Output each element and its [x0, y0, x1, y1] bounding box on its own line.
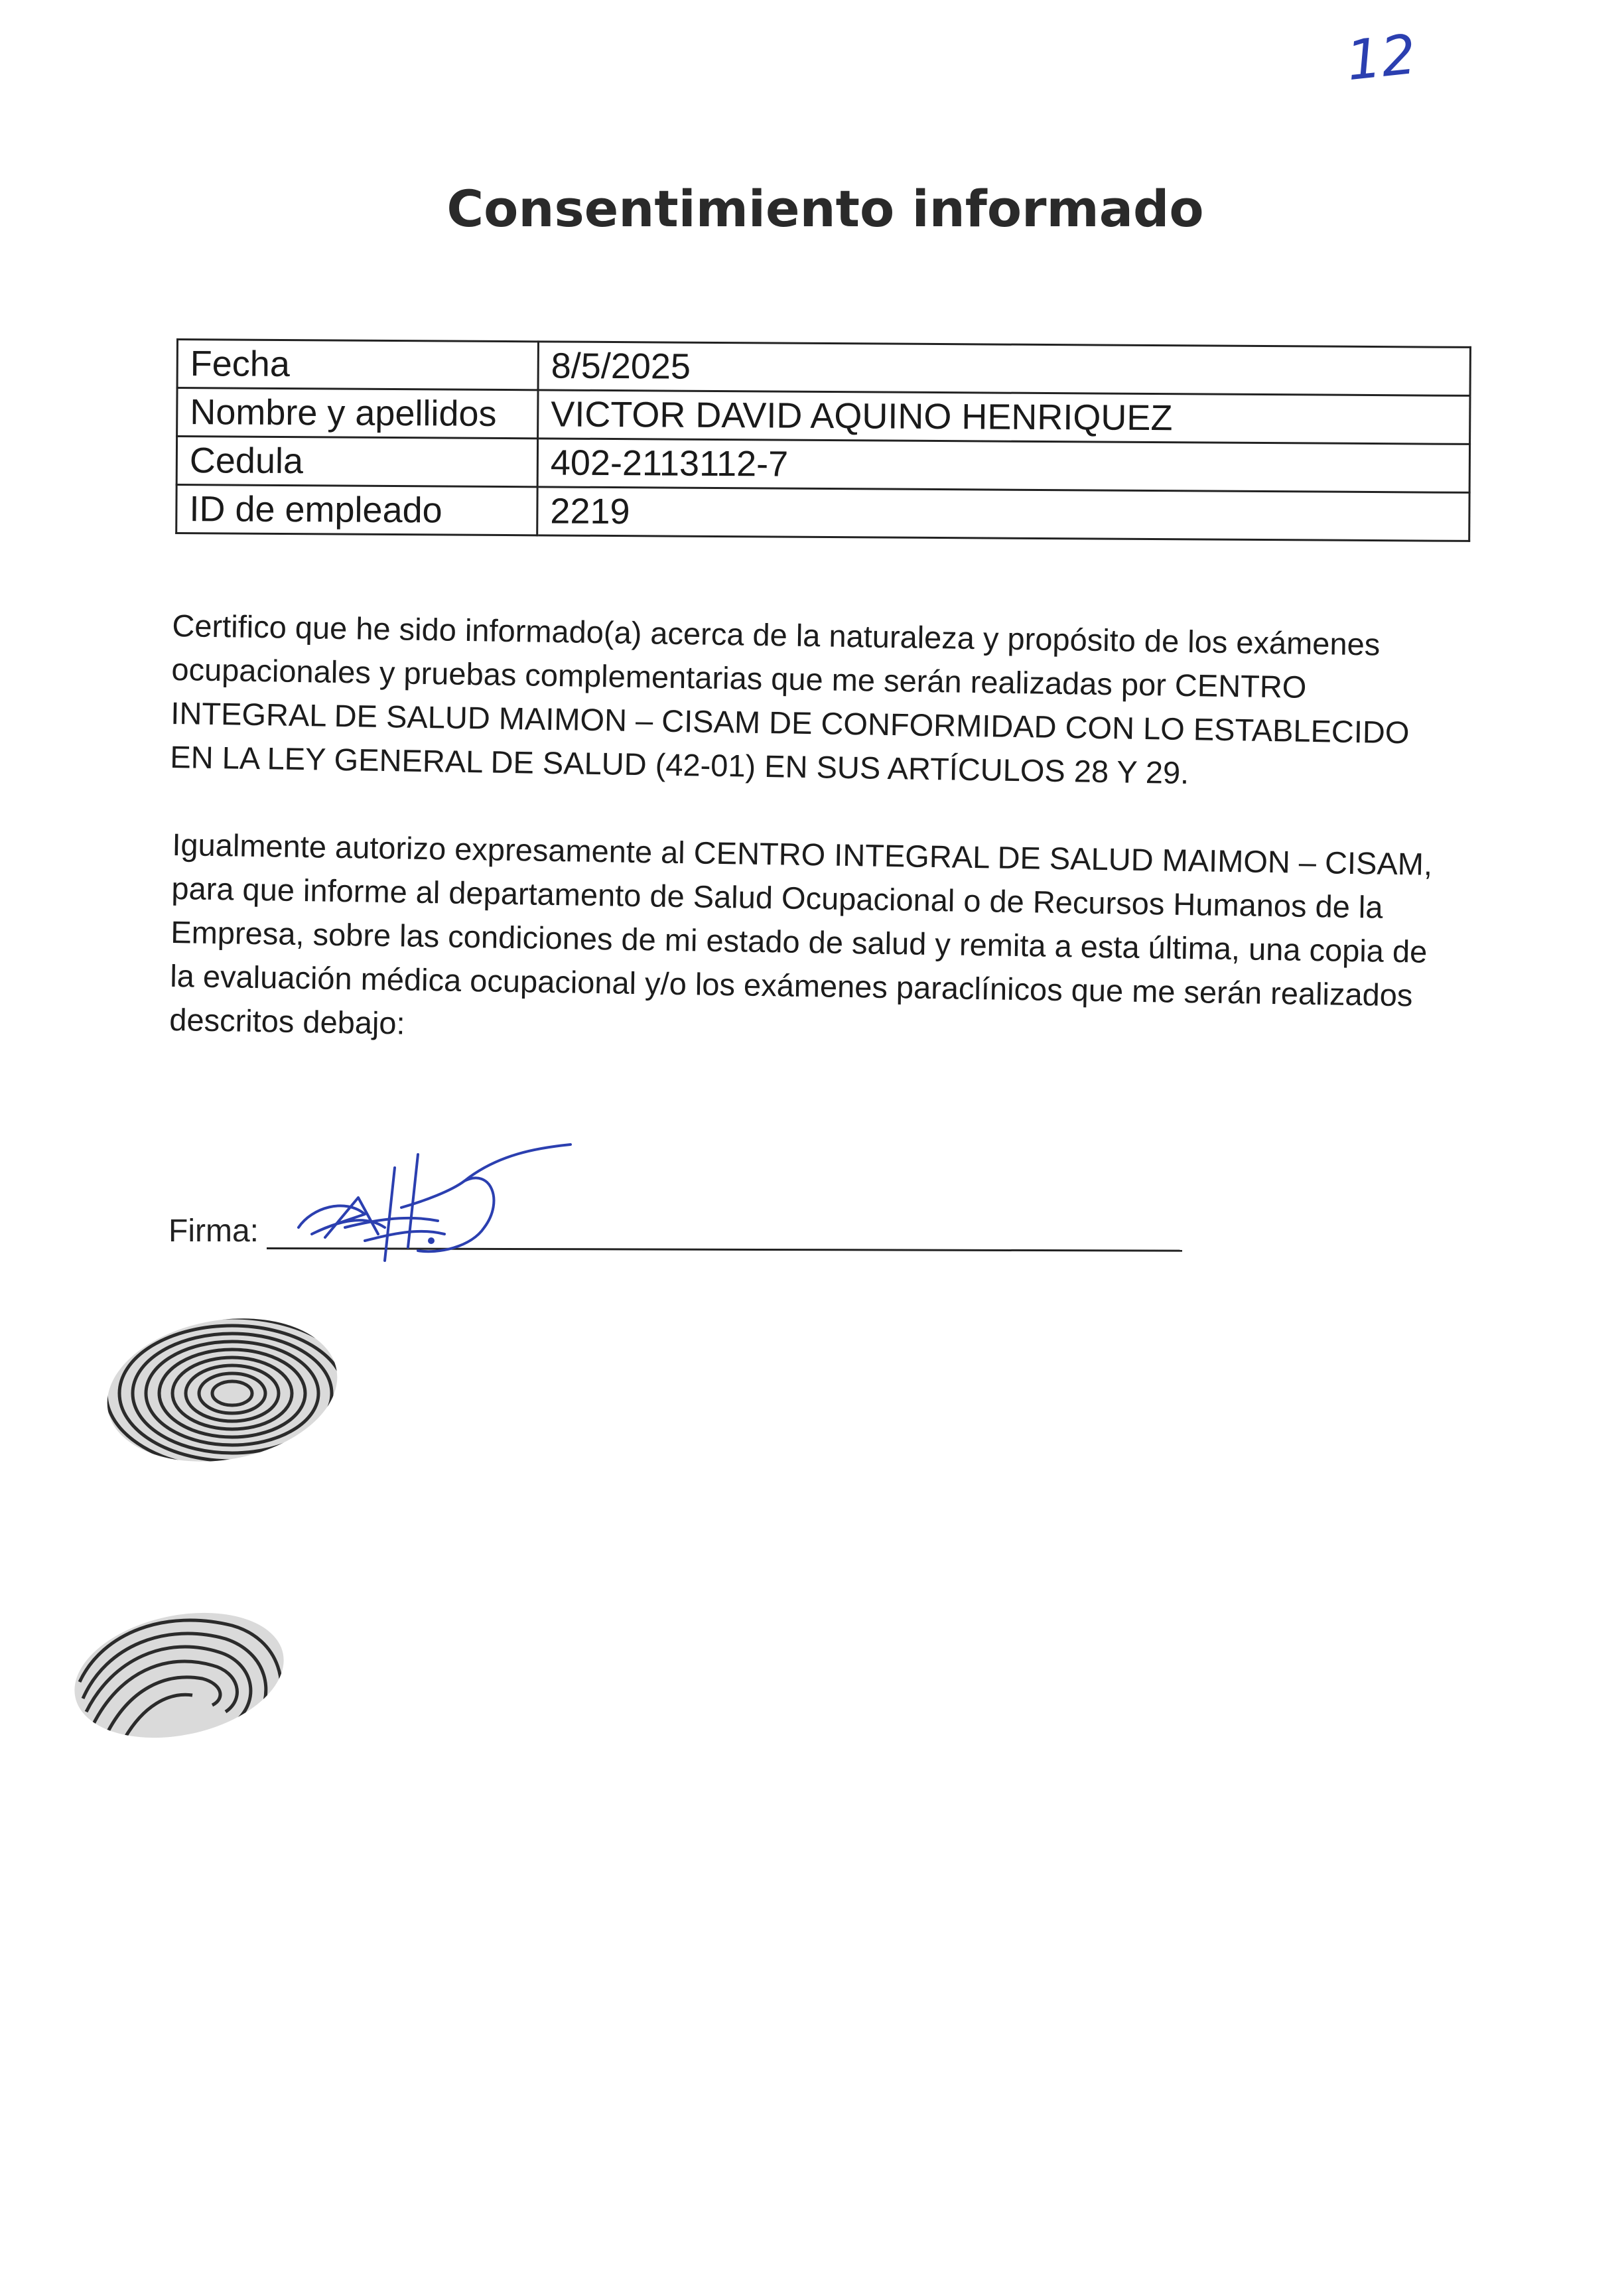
- table-row: [177, 388, 1470, 445]
- fingerprint-1: [100, 1310, 352, 1476]
- table-row: [177, 340, 1470, 396]
- row-label-nombre: Nombre y apellidos: [177, 388, 538, 439]
- page-title: Consentimiento informado: [446, 179, 1204, 238]
- certification-paragraph: Certifico que he sido informado(a) acerca de la naturaleza y propósito de los exámenes ocupacionales y pruebas complementarias que me serán realizadas por CENTRO INTEGRAL DE SALUD MAIMON – CISAM DE CONFORMIDAD CON LO ESTABLECIDO EN LA LEY GENERAL DE SALUD (42-01) EN SUS ARTÍCULOS 28 Y 29.: [169, 607, 1410, 791]
- row-value-nombre: VICTOR DAVID AQUINO HENRIQUEZ: [538, 390, 1470, 445]
- row-value-cedula: 402-2113112-7: [537, 439, 1469, 493]
- fingerprint-2: [66, 1606, 292, 1745]
- signature-label: Firma:: [169, 1214, 259, 1249]
- table-row: [176, 437, 1469, 493]
- row-label-cedula: Cedula: [176, 437, 537, 487]
- info-table: [175, 338, 1471, 542]
- row-label-fecha: Fecha: [177, 340, 538, 390]
- handwritten-signature: [285, 1128, 590, 1274]
- row-label-id-empleado: ID de empleado: [176, 485, 537, 535]
- authorization-paragraph: Igualmente autorizo expresamente al CENTRO INTEGRAL DE SALUD MAIMON – CISAM, para que informe al departamento de Salud Ocupacional o de Recursos Humanos de la Empresa, sobre las condiciones de mi estado de salud y remita a esta última, una copia de la evaluación médica ocupacional y/o los exámenes paraclínicos que me serán realizados descritos debajo:: [169, 826, 1433, 1041]
- row-value-fecha: 8/5/2025: [538, 342, 1470, 396]
- table-row: [176, 485, 1469, 541]
- row-value-id-empleado: 2219: [537, 487, 1469, 541]
- handwritten-page-number: 12: [1343, 23, 1420, 94]
